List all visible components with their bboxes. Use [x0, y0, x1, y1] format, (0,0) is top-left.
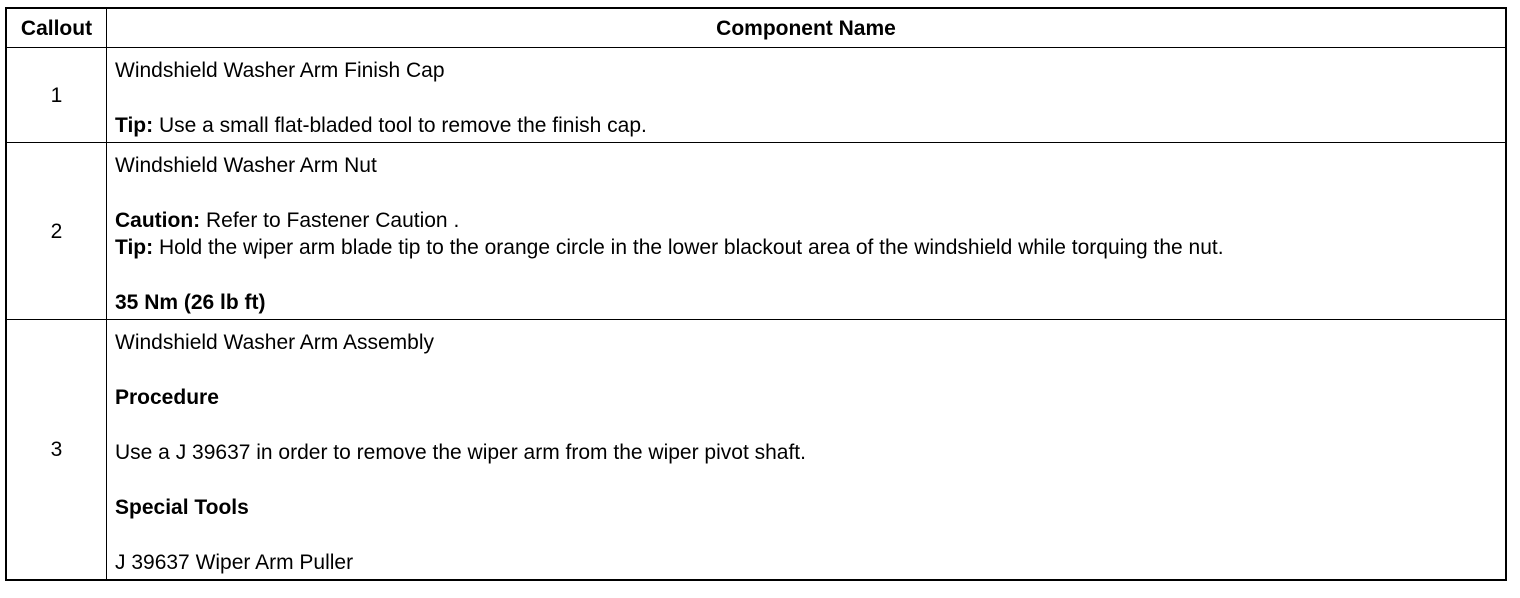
- special-tools-heading: Special Tools: [115, 496, 249, 519]
- component-cell: [107, 320, 1507, 581]
- tip-label: Tip:: [115, 236, 154, 259]
- special-tools-text: J 39637 Wiper Arm Puller: [115, 551, 354, 574]
- torque-spec: 35 Nm (26 lb ft): [115, 291, 266, 314]
- tip-label: Tip:: [115, 114, 154, 137]
- component-cell: [107, 48, 1507, 143]
- callout-number: 3: [6, 320, 107, 581]
- tip-text: Use a small flat-bladed tool to remove the finish cap.: [153, 114, 647, 137]
- callout-header: Callout: [6, 8, 107, 48]
- tip-line: [115, 234, 1497, 261]
- caution-line: [115, 207, 1497, 234]
- caution-label: Caution:: [115, 209, 201, 232]
- table-row: [6, 143, 1506, 320]
- component-table: [5, 7, 1507, 581]
- component-name: Windshield Washer Arm Nut: [115, 154, 377, 177]
- component-cell: [107, 143, 1507, 320]
- tip-line: [115, 112, 1497, 139]
- table-row: [6, 48, 1506, 143]
- component-name: Windshield Washer Arm Assembly: [115, 331, 434, 354]
- procedure-text: Use a J 39637 in order to remove the wiper arm from the wiper pivot shaft.: [115, 441, 806, 464]
- header-row: [6, 8, 1506, 48]
- component-name-header: Component Name: [107, 8, 1507, 48]
- tip-text: Hold the wiper arm blade tip to the orange circle in the lower blackout area of the windshield while torquing the nut.: [153, 236, 1224, 259]
- caution-text: Refer to Fastener Caution .: [200, 209, 460, 232]
- table-row: [6, 320, 1506, 581]
- callout-number: 1: [6, 48, 107, 143]
- procedure-heading: Procedure: [115, 386, 219, 409]
- component-name: Windshield Washer Arm Finish Cap: [115, 59, 445, 82]
- callout-number: 2: [6, 143, 107, 320]
